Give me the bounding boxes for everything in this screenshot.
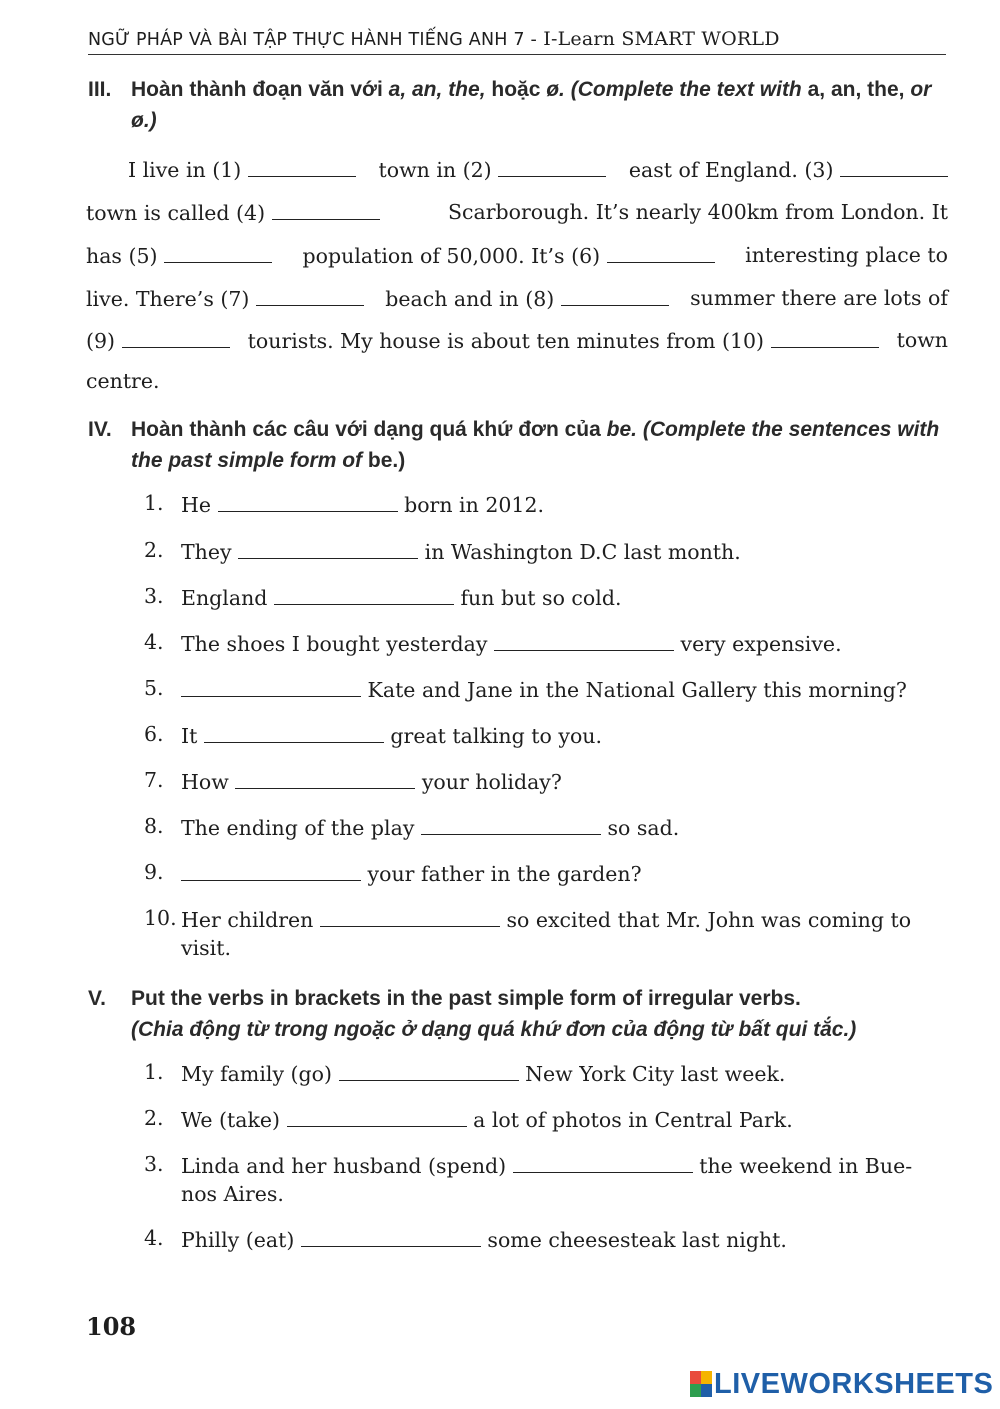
answer-blank-8[interactable] (561, 283, 669, 306)
answer-blank-2[interactable] (498, 154, 606, 177)
answer-blank[interactable] (494, 628, 674, 651)
liveworksheets-logo-text: LIVEWORKSHEETS (714, 1367, 994, 1400)
header-title-vn: NGỮ PHÁP VÀ BÀI TẬP THỰC HÀNH TIẾNG ANH 7 - (88, 30, 537, 50)
answer-blank[interactable] (513, 1150, 693, 1173)
section-3-instruction-en: (Complete the text with (570, 78, 802, 101)
answer-blank-5[interactable] (164, 240, 272, 263)
section-3-heading (88, 74, 950, 136)
option-the: the, (448, 78, 486, 101)
paragraph-line: live. There’s (7) beach and in (8) summer there are lots of (86, 283, 948, 314)
answer-blank[interactable] (320, 904, 500, 927)
section-4-instruction-en: (Complete the sentences with the past simple form of (131, 418, 940, 472)
en-option-the: the, (867, 78, 905, 101)
list-item: 4. The shoes I bought yesterday very expensive. (144, 630, 842, 656)
answer-blank[interactable] (181, 674, 361, 697)
list-item: 7. How your holiday? (144, 768, 562, 794)
section-4-instruction-vn: Hoàn thành các câu với dạng quá khứ đơn của (131, 418, 601, 441)
page-number: 108 (86, 1312, 137, 1341)
answer-blank[interactable] (238, 536, 418, 559)
answer-blank[interactable] (287, 1104, 467, 1127)
list-item: 10. Her children so excited that Mr. John was coming to visit. (144, 906, 912, 960)
paragraph-line: has (5) population of 50,000. It’s (6) interesting place to (86, 240, 948, 271)
list-item: 9. your father in the garden? (144, 860, 642, 886)
option-an: an, (412, 78, 443, 101)
paragraph-line: town is called (4) Scarborough. It’s nearly 400km from London. It (86, 197, 948, 228)
answer-blank-1[interactable] (248, 154, 356, 177)
answer-blank-10[interactable] (771, 325, 879, 348)
list-item: 3. Linda and her husband (spend) the weekend in Bue- nos Aires. (144, 1152, 913, 1206)
answer-blank[interactable] (274, 582, 454, 605)
en-option-null: ø.) (131, 109, 157, 132)
be-en: be.) (367, 449, 406, 472)
list-item: 1. He born in 2012. (144, 491, 545, 517)
answer-blank-3[interactable] (840, 154, 948, 177)
en-or: or (910, 78, 932, 101)
list-item: 4. Philly (eat) some cheesesteak last night. (144, 1226, 787, 1252)
liveworksheets-logo[interactable] (690, 1366, 993, 1402)
answer-blank-6[interactable] (607, 240, 715, 263)
section-5-instruction-vn: (Chia động từ trong ngoặc ở dạng quá khứ đơn của động từ bất qui tắc.) (131, 1018, 857, 1041)
list-item: 8. The ending of the play so sad. (144, 814, 680, 840)
paragraph-line: centre. (86, 369, 160, 393)
be-word: be. (606, 418, 638, 441)
liveworksheets-logo-icon (690, 1371, 712, 1397)
list-item: 3. England fun but so cold. (144, 584, 622, 610)
answer-blank[interactable] (421, 812, 601, 835)
list-item: 2. We (take) a lot of photos in Central Park. (144, 1106, 793, 1132)
section-3-number: III. (88, 78, 112, 101)
option-a: a, (388, 78, 407, 101)
section-5-number: V. (88, 987, 106, 1010)
paragraph-line: I live in (1) town in (2) east of England. (3) (128, 154, 948, 185)
paragraph-line: (9) tourists. My house is about ten minutes from (10) town (86, 325, 948, 356)
section-5-heading (88, 983, 950, 1045)
answer-blank[interactable] (339, 1058, 519, 1081)
running-head (88, 28, 946, 55)
section-4-number: IV. (88, 418, 112, 441)
answer-blank[interactable] (235, 766, 415, 789)
option-null: ø. (546, 78, 565, 101)
answer-blank-9[interactable] (122, 325, 230, 348)
or-vn: hoặc (491, 78, 541, 101)
section-4-heading (88, 414, 950, 476)
list-item: 1. My family (go) New York City last week. (144, 1060, 786, 1086)
answer-blank-7[interactable] (256, 283, 364, 306)
en-option-an: an, (830, 78, 862, 101)
answer-blank[interactable] (181, 858, 361, 881)
list-item: 6. It great talking to you. (144, 722, 603, 748)
answer-blank[interactable] (204, 720, 384, 743)
header-title-en: I-Learn SMART WORLD (543, 28, 780, 50)
list-item: 5. Kate and Jane in the National Gallery this morning? (144, 676, 907, 702)
answer-blank-4[interactable] (272, 197, 380, 220)
section-5-instruction-en: Put the verbs in brackets in the past simple form of irregular verbs. (131, 987, 801, 1010)
section-3-instruction-vn: Hoàn thành đoạn văn với (131, 78, 383, 101)
answer-blank[interactable] (301, 1224, 481, 1247)
list-item: 2. They in Washington D.C last month. (144, 538, 741, 564)
en-option-a: a, (807, 78, 826, 101)
answer-blank[interactable] (218, 489, 398, 512)
